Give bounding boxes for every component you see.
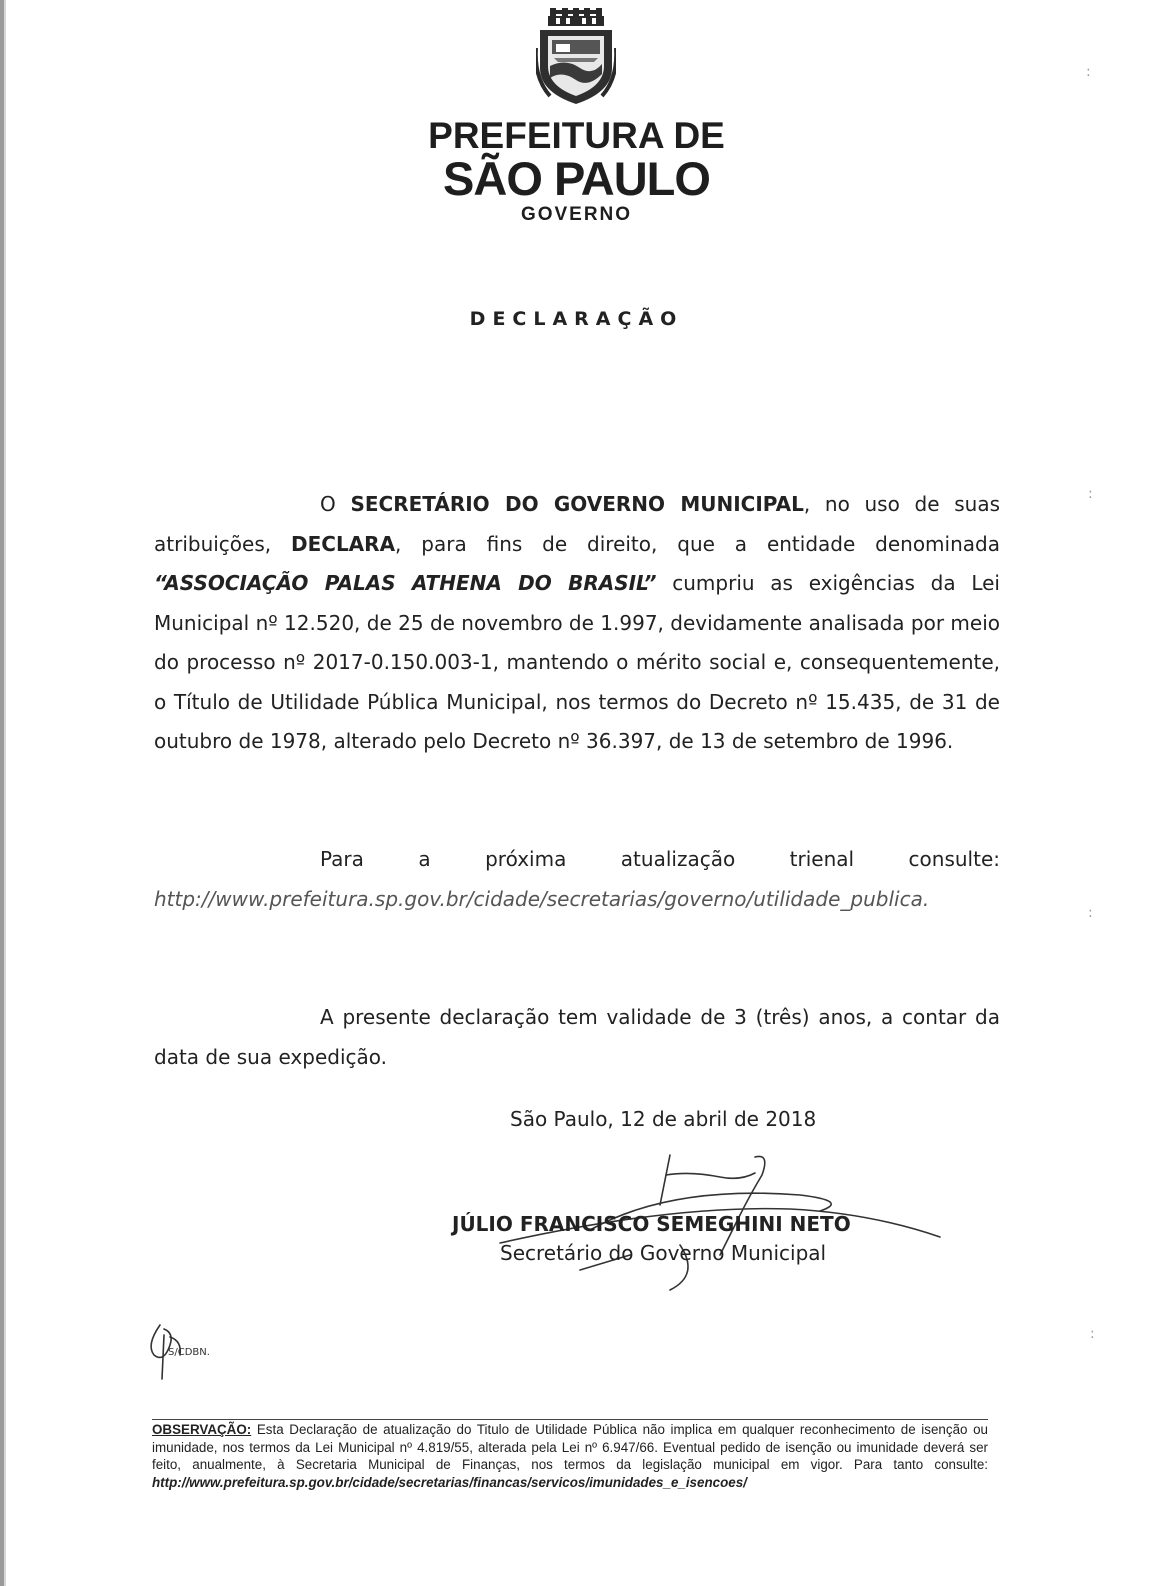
- observation-label: OBSERVAÇÃO:: [152, 1422, 252, 1437]
- para1-part3: cumpriu as exigências da Lei Municipal nº 12.520, de 25 de novembro de 1.997, devidamente analisada por meio do processo nº 2017-0.150.003-1, mantendo o mérito social e, consequentemente, o Título de Utilidade Pública Municipal, nos termos do Decreto nº 15.435, de 31 de outubro de 1978, alterado pelo Decreto nº 36.397, de 13 de setembro de 1996.: [154, 571, 1000, 753]
- para2-text: Para a próxima atualização trienal consulte:: [320, 847, 1000, 871]
- observation-text: Esta Declaração de atualização do Titulo de Utilidade Pública não implica em qualquer reconhecimento de isenção ou imunidade, nos termos da Lei Municipal nº 4.819/55, alterada pela Lei nº 6.947/66. Eventual pedido de isenção ou imunidade deverá ser feito, anualmente, à Secretaria Municipal de Finanças, nos termos da legislação municipal em vigor. Para tanto consulte:: [152, 1422, 988, 1473]
- signatory-role: Secretário do Governo Municipal: [500, 1241, 827, 1265]
- header-line-2: SÃO PAULO: [443, 152, 710, 205]
- para1-part1: , no uso de suas atribuições,: [154, 492, 1001, 556]
- date-line: São Paulo, 12 de abril de 2018: [510, 1107, 817, 1131]
- para1-part2: , para fins de direito, que a entidade denominada: [395, 531, 1000, 556]
- signatory-name: JÚLIO FRANCISCO SEMEGHINI NETO: [452, 1212, 851, 1236]
- para1-opening: O: [320, 492, 351, 516]
- header-line-1: PREFEITURA DE: [428, 115, 725, 156]
- update-paragraph: [154, 840, 1000, 919]
- validity-paragraph: A presente declaração tem validade de 3 (três) anos, a contar da data de sua expedição.: [154, 1005, 1000, 1069]
- para1-subject: SECRETÁRIO DO GOVERNO MUNICIPAL: [350, 492, 804, 516]
- tax-exemption-url-link[interactable]: http://www.prefeitura.sp.gov.br/cidade/secretarias/financas/servicos/imunidades_e_isencoes/: [152, 1474, 747, 1490]
- observation-note: [152, 1421, 988, 1491]
- page-edge-shadow: [4, 0, 6, 1586]
- observation-divider: [152, 1419, 988, 1420]
- para1-entity-name: “ASSOCIAÇÃO PALAS ATHENA DO BRASIL”: [154, 571, 657, 595]
- sao-paulo-coat-of-arms: [536, 8, 616, 106]
- document-title: DECLARAÇÃO: [469, 308, 684, 330]
- header-line-3: GOVERNO: [520, 204, 633, 225]
- initials-note: S/CDBN.: [168, 1347, 210, 1358]
- declaration-paragraph: [154, 485, 1000, 762]
- para1-verb: DECLARA: [291, 531, 396, 556]
- utility-url-link[interactable]: http://www.prefeitura.sp.gov.br/cidade/secretarias/governo/utilidade_publica.: [154, 886, 930, 911]
